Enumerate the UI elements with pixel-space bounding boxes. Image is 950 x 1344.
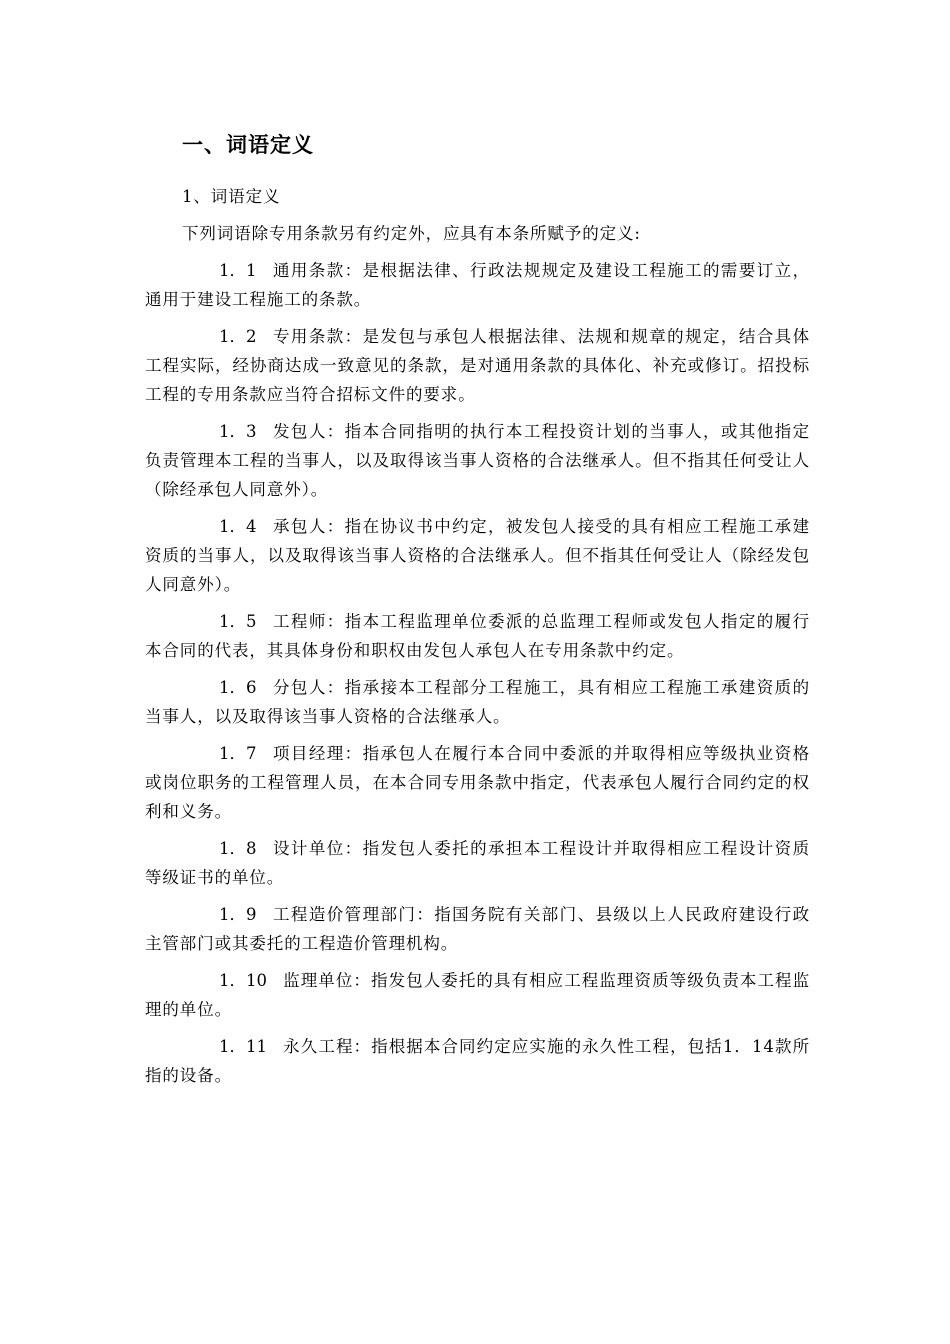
clause-number: 1．4: [219, 517, 257, 536]
clause-1-1: [145, 256, 810, 314]
clause-text: 永久工程：指根据本合同约定应实施的永久性工程，包括1．14款所指的设备。: [145, 1037, 810, 1085]
clause-text: 发包人：指本合同指明的执行本工程投资计划的当事人，或其他指定负责管理本工程的当事人，以及取得该当事人资格的合法继承人。但不指其任何受让人（除经承包人同意外）。: [145, 422, 810, 499]
clause-text: 专用条款：是发包与承包人根据法律、法规和规章的规定，结合具体工程实际，经协商达成一致意见的条款，是对通用条款的具体化、补充或修订。招投标工程的专用条款应当符合招标文件的要求。: [145, 327, 810, 404]
clause-text: 监理单位：指发包人委托的具有相应工程监理资质等级负责本工程监理的单位。: [145, 971, 810, 1019]
clause-1-5: [145, 607, 810, 665]
clause-text: 项目经理：指承包人在履行本合同中委派的并取得相应等级执业资格或岗位职务的工程管理人员，在本合同专用条款中指定，代表承包人履行合同约定的权利和义务。: [145, 744, 810, 821]
clause-1-2: [145, 322, 810, 409]
clause-1-6: [145, 673, 810, 731]
clause-number: 1．2: [219, 327, 257, 346]
clause-1-11: [145, 1032, 810, 1090]
document-body: [145, 182, 810, 1098]
intro-paragraph: 下列词语除专用条款另有约定外，应具有本条所赋予的定义:: [182, 224, 641, 243]
clause-1-7: [145, 739, 810, 826]
clause-1-8: [145, 834, 810, 892]
clause-1-10: [145, 966, 810, 1024]
clause-text: 通用条款：是根据法律、行政法规规定及建设工程施工的需要订立，通用于建设工程施工的条款。: [145, 261, 810, 309]
clause-number: 1．6: [219, 678, 257, 697]
clause-1-3: [145, 417, 810, 504]
clause-number: 1．8: [219, 839, 257, 858]
clause-text: 分包人：指承接本工程部分工程施工，具有相应工程施工承建资质的当事人，以及取得该当事人资格的合法继承人。: [145, 678, 810, 726]
clause-text: 承包人：指在协议书中约定，被发包人接受的具有相应工程施工承建资质的当事人，以及取得该当事人资格的合法继承人。但不指其任何受让人（除经发包人同意外）。: [145, 517, 810, 594]
subtitle: 1、词语定义: [182, 187, 281, 206]
clause-text: 设计单位：指发包人委托的承担本工程设计并取得相应工程设计资质等级证书的单位。: [145, 839, 810, 887]
clause-number: 1．11: [219, 1037, 267, 1056]
clause-1-4: [145, 512, 810, 599]
clause-text: 工程师：指本工程监理单位委派的总监理工程师或发包人指定的履行本合同的代表，其具体身份和职权由发包人承包人在专用条款中约定。: [145, 612, 810, 660]
clause-number: 1．7: [219, 744, 257, 763]
clause-text: 工程造价管理部门：指国务院有关部门、县级以上人民政府建设行政主管部门或其委托的工程造价管理机构。: [145, 905, 810, 953]
section-title: 一、词语定义: [182, 132, 314, 157]
clause-number: 1．3: [219, 422, 257, 441]
clause-number: 1．9: [219, 905, 257, 924]
clause-1-9: [145, 900, 810, 958]
clause-number: 1．5: [219, 612, 257, 631]
clause-number: 1．10: [219, 971, 267, 990]
clause-number: 1．1: [219, 261, 257, 280]
